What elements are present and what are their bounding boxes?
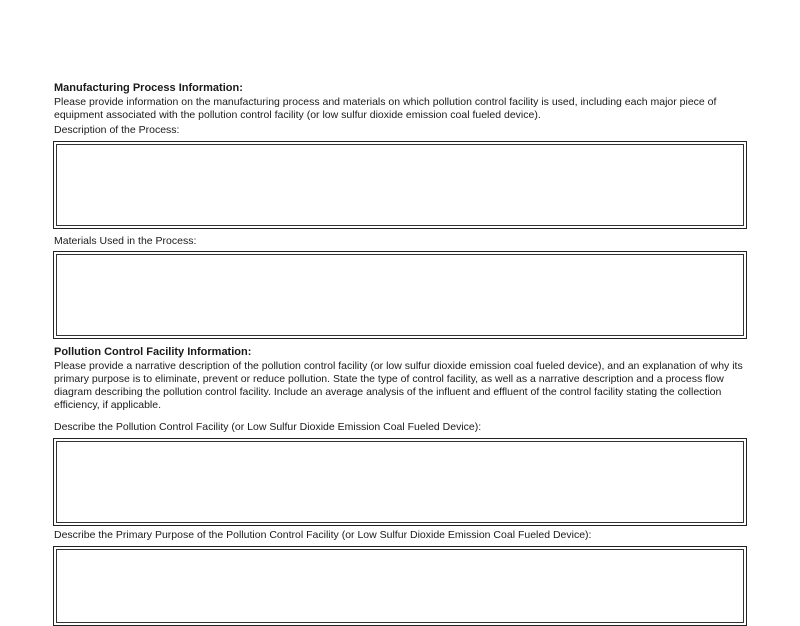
describe-facility-label: Describe the Pollution Control Facility (or Low Sulfur Dioxide Emission Coal Fueled Device): <box>54 421 482 433</box>
primary-purpose-field[interactable] <box>53 546 747 626</box>
describe-facility-field[interactable] <box>53 438 747 526</box>
manufacturing-section-title: Manufacturing Process Information: <box>54 82 243 94</box>
pollution-control-section-title: Pollution Control Facility Information: <box>54 346 252 358</box>
materials-used-field[interactable] <box>53 251 747 339</box>
materials-used-label: Materials Used in the Process: <box>54 235 197 247</box>
primary-purpose-label: Describe the Primary Purpose of the Pollution Control Facility (or Low Sulfur Dioxide Emission Coal Fueled Device): <box>54 529 592 541</box>
process-description-label: Description of the Process: <box>54 124 180 136</box>
describe-facility-input[interactable] <box>56 441 744 523</box>
primary-purpose-input[interactable] <box>56 549 744 623</box>
materials-used-input[interactable] <box>56 254 744 336</box>
process-description-input[interactable] <box>56 144 744 226</box>
pollution-control-instructions: Please provide a narrative description of the pollution control facility (or low sulfur dioxide emission coal fueled device), and an explanation of why its primary purpose is to eliminate, prevent or reduce pollution. State the type of control facility, as well as a narrative description and a process flow diagram describing the pollution control facility. Include an average analysis of the influent and effluent of the control facility stating the collection efficiency, if applicable. <box>54 360 743 411</box>
process-description-field[interactable] <box>53 141 747 229</box>
manufacturing-instructions: Please provide information on the manufacturing process and materials on which pollution control facility is used, including each major piece of equipment associated with the pollution control facility (or low sulfur dioxide emission coal fueled device). <box>54 96 717 121</box>
